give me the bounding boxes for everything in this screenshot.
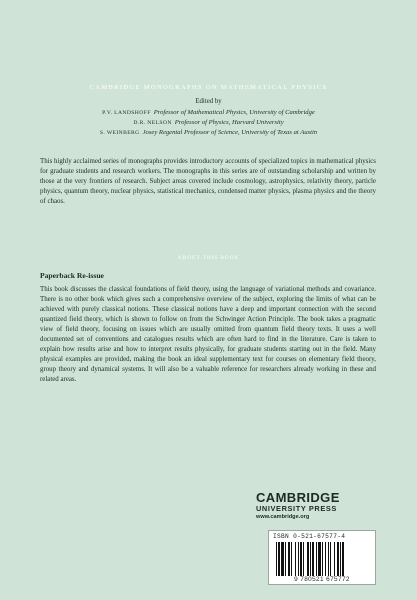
barcode-bar [310, 542, 311, 576]
barcode-bar [316, 542, 317, 576]
barcode-bar [291, 542, 292, 576]
barcode-bar [328, 542, 329, 576]
barcode-bar [330, 542, 331, 576]
editor-1 [0, 109, 417, 116]
barcode-bar [281, 542, 284, 576]
editor-name: S. WEINBERG [99, 130, 140, 136]
barcode-bar [312, 542, 314, 576]
barcode-bar [298, 542, 299, 576]
barcode-bar [300, 542, 302, 576]
barcode-bar [295, 542, 296, 576]
barcode-bar [307, 542, 309, 576]
barcode-bar [322, 542, 323, 576]
editor-affiliation: Professor of Physics, Harvard University [174, 119, 284, 126]
barcode-bar [303, 542, 304, 576]
editor-name: P.V. LANDSHOFF [102, 110, 151, 116]
barcode-bar [342, 542, 344, 576]
series-title: CAMBRIDGE MONOGRAPHS ON MATHEMATICAL PHYSICS [89, 84, 328, 91]
barcode-bar [334, 542, 335, 576]
barcode-bar [337, 542, 339, 576]
edition-note: Paperback Re-issue [40, 271, 104, 280]
barcode-bar [276, 542, 277, 576]
editor-3 [0, 129, 417, 136]
publisher-url: www.cambridge.org [256, 514, 310, 520]
series-description: This highly acclaimed series of monographs provides introductory accounts of specialized topics in mathematical physics for graduate students and research workers. The monographs in this series are of outstanding scholarship and written by those at the very frontiers of research. Subject areas covered include cosmology, astrophysics, relativity theory, particle physics, quantum theory, nuclear physics, statistical mechanics, condensed matter physics, plasma physics and the theory of chaos. [40, 158, 376, 205]
editor-2 [0, 119, 417, 126]
isbn-label: ISBN 0-521-67577-4 [273, 533, 346, 540]
barcode-number: 9 780521 675772 [294, 576, 350, 583]
publisher-logo [256, 491, 381, 522]
isbn-barcode-box [268, 530, 376, 585]
barcode-bar [340, 542, 341, 576]
editor-name: D.R. NELSON [133, 120, 172, 126]
barcode-bar [318, 542, 321, 576]
publisher-subtitle: UNIVERSITY PRESS [256, 504, 337, 513]
barcode-bar [285, 542, 286, 576]
barcode-bar [288, 542, 290, 576]
barcode-bar [278, 542, 280, 576]
book-description: This book discusses the classical foundations of field theory, using the language of variational methods and covariance. There is no other book which gives such a comprehensive overview of the subject, exploring the limits of what can be achieved with purely classical notions. These classical notions have a deep and important connection with the second quantized field theory, which is shown to follow on from the Schwinger Action Principle. The book takes a pragmatic view of field theory, focusing on issues which are usually omitted from quantum field theory texts. It uses a well documented set of conventions and catalogues results which are often hard to find in the literature. Care is taken to explain how results arise and how to interpret results physically, for graduate students starting out in the field. Many physical examples are provided, making the book an ideal supplementary text for courses on elementary field theory, group theory and dynamical systems. It will also be a valuable reference for researchers already working in these and related areas. [40, 286, 376, 383]
about-this-book-label: ABOUT THIS BOOK [177, 255, 240, 261]
publisher-name: CAMBRIDGE [256, 490, 340, 505]
editor-affiliation: Professor of Mathematical Physics, University of Cambridge [153, 109, 315, 116]
edited-by-label: Edited by [195, 98, 222, 105]
barcode-icon [276, 542, 368, 576]
editor-affiliation: Josey Regental Professor of Science, University of Texas at Austin [142, 129, 318, 136]
barcode-bar [325, 542, 326, 576]
